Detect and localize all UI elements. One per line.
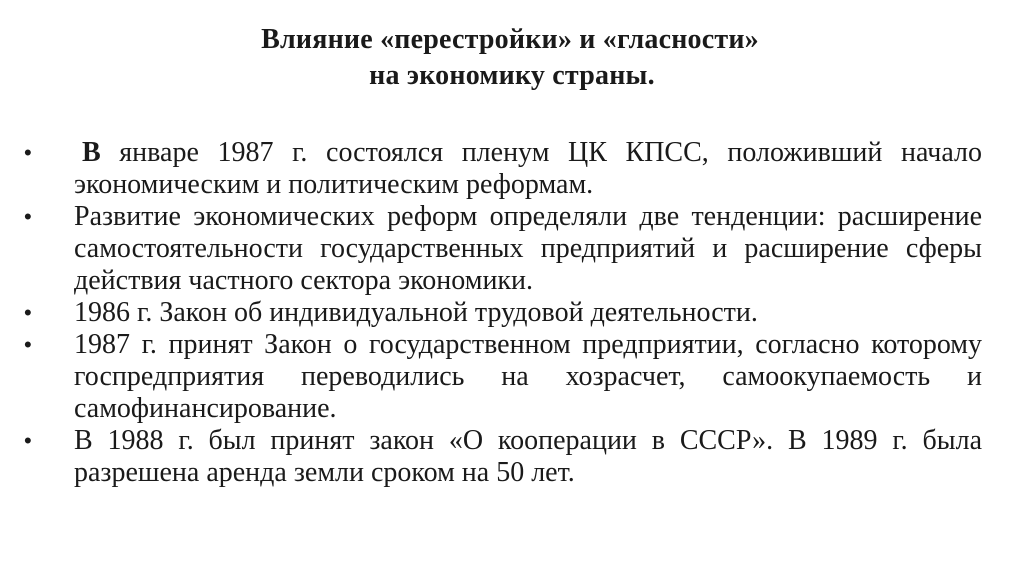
bullet-icon: • <box>24 140 32 165</box>
bullet-item <box>24 297 982 329</box>
bullet-text: 1986 г. Закон об индивидуальной трудовой деятельности. <box>74 297 758 328</box>
bullet-item <box>24 425 982 489</box>
bullet-item <box>24 137 982 201</box>
bullet-bold-prefix: В <box>82 137 101 168</box>
bullet-list <box>24 137 982 489</box>
bullet-text: В 1988 г. был принят закон «О кооперации в СССР». В 1989 г. была разрешена аренда земли сроком на 50 лет. <box>74 425 982 488</box>
bullet-item <box>24 201 982 297</box>
title-line-1: Влияние «перестройки» и «гласности» <box>261 24 759 55</box>
bullet-item <box>24 329 982 425</box>
bullet-icon: • <box>24 332 32 357</box>
bullet-text: январе 1987 г. состоялся пленум ЦК КПСС, положивший начало экономическим и политическим реформам. <box>74 137 982 200</box>
title-line-2: на экономику страны. <box>369 60 655 91</box>
bullet-icon: • <box>24 300 32 325</box>
bullet-text: Развитие экономических реформ определяли две тенденции: расширение самостоятельности государственных предприятий и расширение сферы действия частного сектора экономики. <box>74 201 982 296</box>
bullet-text: 1987 г. принят Закон о государственном предприятии, согласно которому госпредприятия переводились на хозрасчет, самоокупаемость и самофинансирование. <box>74 329 982 424</box>
slide-title <box>0 22 1024 94</box>
bullet-icon: • <box>24 428 32 453</box>
bullet-icon: • <box>24 204 32 229</box>
